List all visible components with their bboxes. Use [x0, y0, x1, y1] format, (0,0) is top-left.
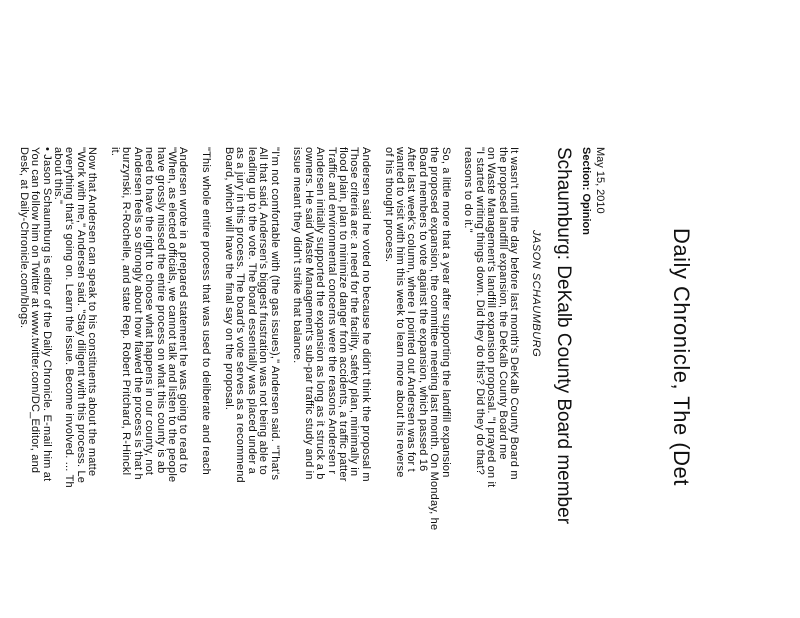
body-line: need to have the right to choose what happens in our county, not	[143, 147, 156, 476]
body-line: So, a little more that a year after supporting the landfill expansion	[439, 147, 452, 478]
body-line: about this."	[52, 147, 64, 205]
body-line: Board, which will have the final say on the proposal.	[223, 147, 235, 411]
body-line: "When, as elected officials, we cannot talk and listen to the people	[166, 147, 178, 483]
body-line: After last week's column, where I pointed out Andersen was for t	[405, 147, 418, 472]
body-line: everything that's going on. Learn the issue. Become involved. ... Th	[63, 147, 76, 488]
article-section: Section: Opinion	[580, 147, 592, 235]
body-line: on Waste Management's landfill expansion proposal. "I prayed on it	[485, 147, 498, 488]
body-line: leading up to the vote. The board essentially was placed under a	[245, 147, 258, 474]
article-date: May 15, 2010	[594, 147, 606, 214]
headline: Schaumburg: DeKalb County Board member	[553, 147, 574, 525]
body-line: Traffic and environmental concerns were the reasons Andersen r	[325, 147, 338, 475]
body-line: "This whole entire process that was used to deliberate and reach	[200, 147, 213, 475]
body-line: "I started writing things down. Did they do this? Did they do that?	[473, 147, 486, 475]
body-line: Desk, at Daily-Chronicle.com/blogs.	[17, 147, 30, 329]
body-line: have grossly missed the entire process on what this county is ab	[154, 147, 167, 474]
byline: JASON SCHAUMBURG	[530, 230, 542, 358]
body-line: it.	[109, 147, 121, 157]
body-line: of his thought process.	[382, 147, 395, 263]
body-line: • Jason Schaumburg is editor of the Daily Chronicle. E-mail him at	[40, 147, 53, 482]
masthead: Daily Chronicle, The (Det	[669, 228, 694, 486]
body-line: Andersen said he voted no because he didn't think the proposal m	[359, 147, 372, 482]
body-line: issue meant they didn't strike that balance.	[291, 147, 304, 364]
body-line: flood plain, plan to minimize danger from accidents, a traffic patter	[337, 147, 349, 482]
body-line: Andersen initially supported the expansion as long as it struck a b	[314, 147, 327, 480]
body-line: Those criteria are: a need for the facility, safety plan, minimally in	[348, 147, 361, 477]
body-line: Andersen feels so strongly about how flawed the process is that h	[131, 147, 144, 480]
body-line: wanted to visit with him this week to learn more about his reverse	[394, 147, 406, 478]
body-line: the proposed expansion, the committee meeting last month. On Monday, he	[428, 147, 441, 531]
body-line: "I'm not comfortable with (the gas issues)," Andersen said. "That's	[268, 147, 281, 481]
body-line: as a jury in this process. The board's vote serves as a recommend	[234, 147, 247, 483]
body-line: Now that Andersen can speak to his constituents about the matte	[86, 147, 99, 477]
body-line: Andersen wrote in a prepared statement he was going to read to	[177, 147, 190, 474]
body-line: You can follow him on Twitter at www.twitter.com/DC_Editor, and	[29, 147, 42, 474]
body-line: It wasn't until the day before last month's DeKalb County Board m	[508, 147, 520, 480]
body-line: reasons to do it."	[462, 147, 475, 233]
body-line: Board members to vote against the expansion, which passed 16	[416, 147, 429, 472]
body-line: All that said, Andersen's biggest frustration was not being able to	[257, 147, 270, 475]
body-line: owners. He said Waste Management's sub-par traffic study and in	[302, 147, 315, 480]
body-line: the proposed landfill expansion, the DeKalb County Board me	[496, 147, 509, 460]
body-line: burzynski, R-Rochelle, and state Rep. Robert Pritchard, R-Hinckl	[120, 147, 133, 476]
body-line: "Work with me," Andersen said. "Stay diligent with this process. Le	[74, 147, 87, 484]
